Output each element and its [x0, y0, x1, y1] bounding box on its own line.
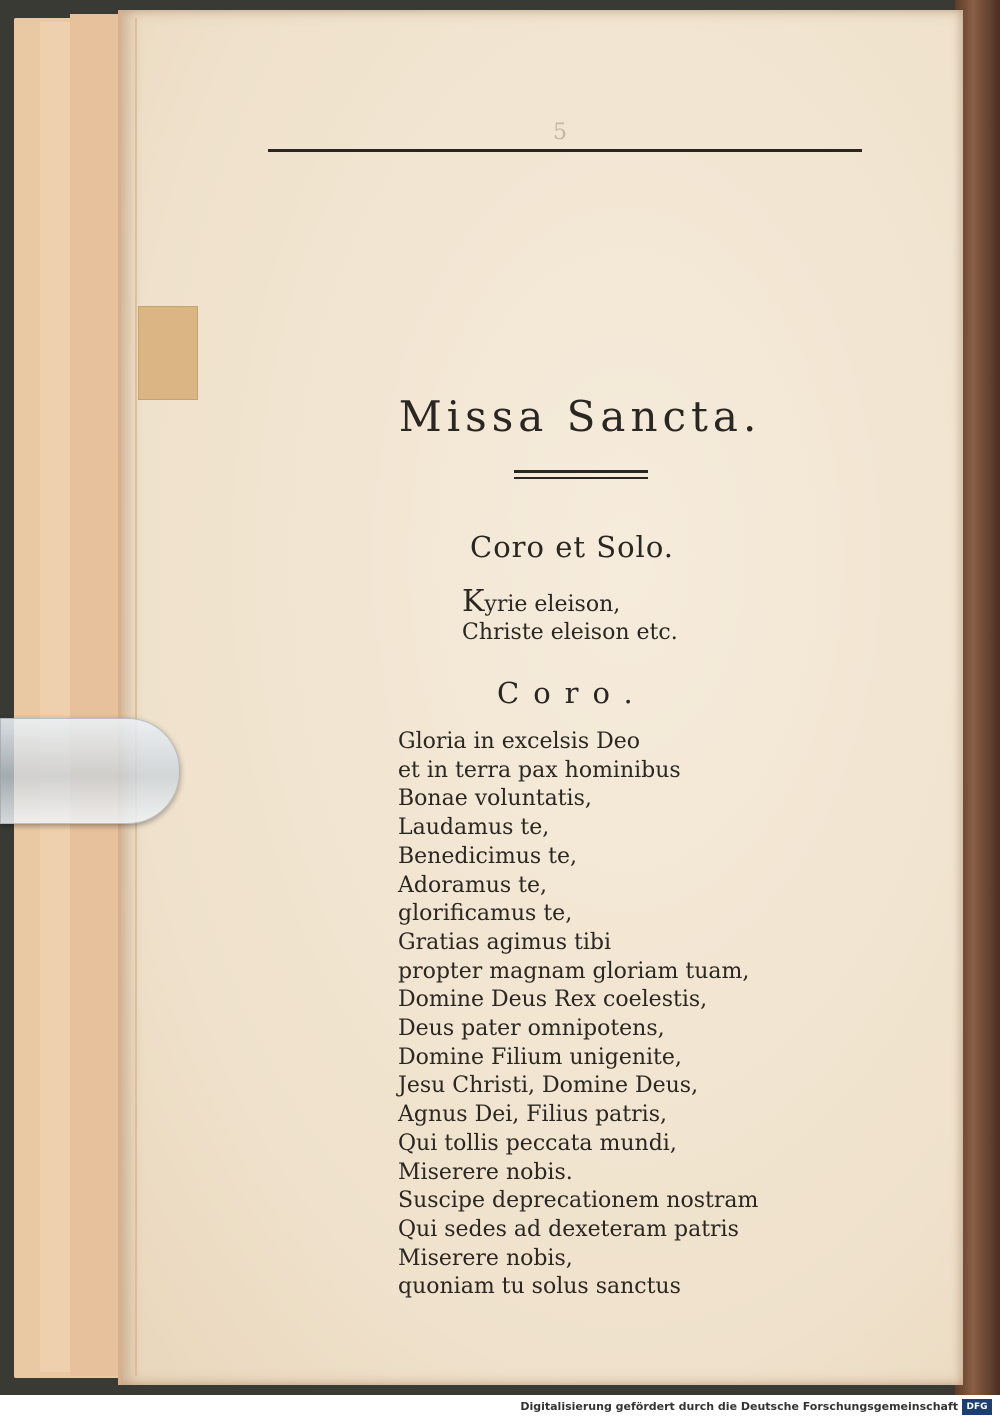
- text-line: Agnus Dei, Filius patris,: [398, 1102, 667, 1128]
- title-double-rule: [514, 477, 648, 479]
- text-line: Suscipe deprecationem nostram: [398, 1188, 759, 1214]
- page-title: Missa Sancta.: [398, 392, 762, 441]
- text-line: propter magnam gloriam tuam,: [398, 958, 750, 984]
- text-line: Gloria in excelsis Deo: [398, 729, 641, 754]
- text-line: Gratias agimus tibi: [398, 929, 612, 955]
- paper-tape: [138, 306, 198, 400]
- text-line: Christe eleison etc.: [462, 620, 678, 645]
- dfg-logo: DFG: [962, 1399, 992, 1415]
- header-rule: [268, 149, 862, 152]
- gloria-text: [398, 728, 758, 1302]
- text-line: quoniam tu solus sanctus: [398, 1274, 681, 1300]
- text-line: glorificamus te,: [398, 901, 573, 927]
- section-heading: Coro.: [497, 676, 647, 710]
- text-line: Jesu Christi, Domine Deus,: [398, 1073, 699, 1099]
- text-line: Qui sedes ad dexeteram patris: [398, 1216, 739, 1242]
- text-line-body: yrie eleison,: [484, 592, 621, 617]
- initial-letter: K: [462, 584, 485, 619]
- section-heading: Coro et Solo.: [470, 530, 674, 564]
- text-line: Bonae voluntatis,: [398, 786, 592, 812]
- text-line: Miserere nobis.: [398, 1159, 573, 1185]
- footer-bar: [0, 1395, 1000, 1420]
- funding-notice: Digitalisierung gefördert durch die Deutsche Forschungsgemeinschaft: [520, 1400, 958, 1413]
- text-line: [462, 584, 678, 619]
- text-line: Qui tollis peccata mundi,: [398, 1130, 677, 1156]
- text-line: Benedicimus te,: [398, 843, 578, 869]
- page-fold: [135, 18, 137, 1376]
- plastic-page-clip: [0, 718, 180, 824]
- text-line: Domine Filium unigenite,: [398, 1044, 682, 1070]
- text-line: Deus pater omnipotens,: [398, 1016, 665, 1042]
- text-line: Miserere nobis,: [398, 1245, 573, 1271]
- page-number: 5: [553, 120, 567, 145]
- text-line: Domine Deus Rex coelestis,: [398, 987, 708, 1013]
- text-line: Adoramus te,: [398, 872, 548, 898]
- kyrie-text: [462, 584, 678, 647]
- title-double-rule: [514, 470, 648, 473]
- text-line: Laudamus te,: [398, 815, 550, 841]
- text-line: et in terra pax hominibus: [398, 757, 681, 783]
